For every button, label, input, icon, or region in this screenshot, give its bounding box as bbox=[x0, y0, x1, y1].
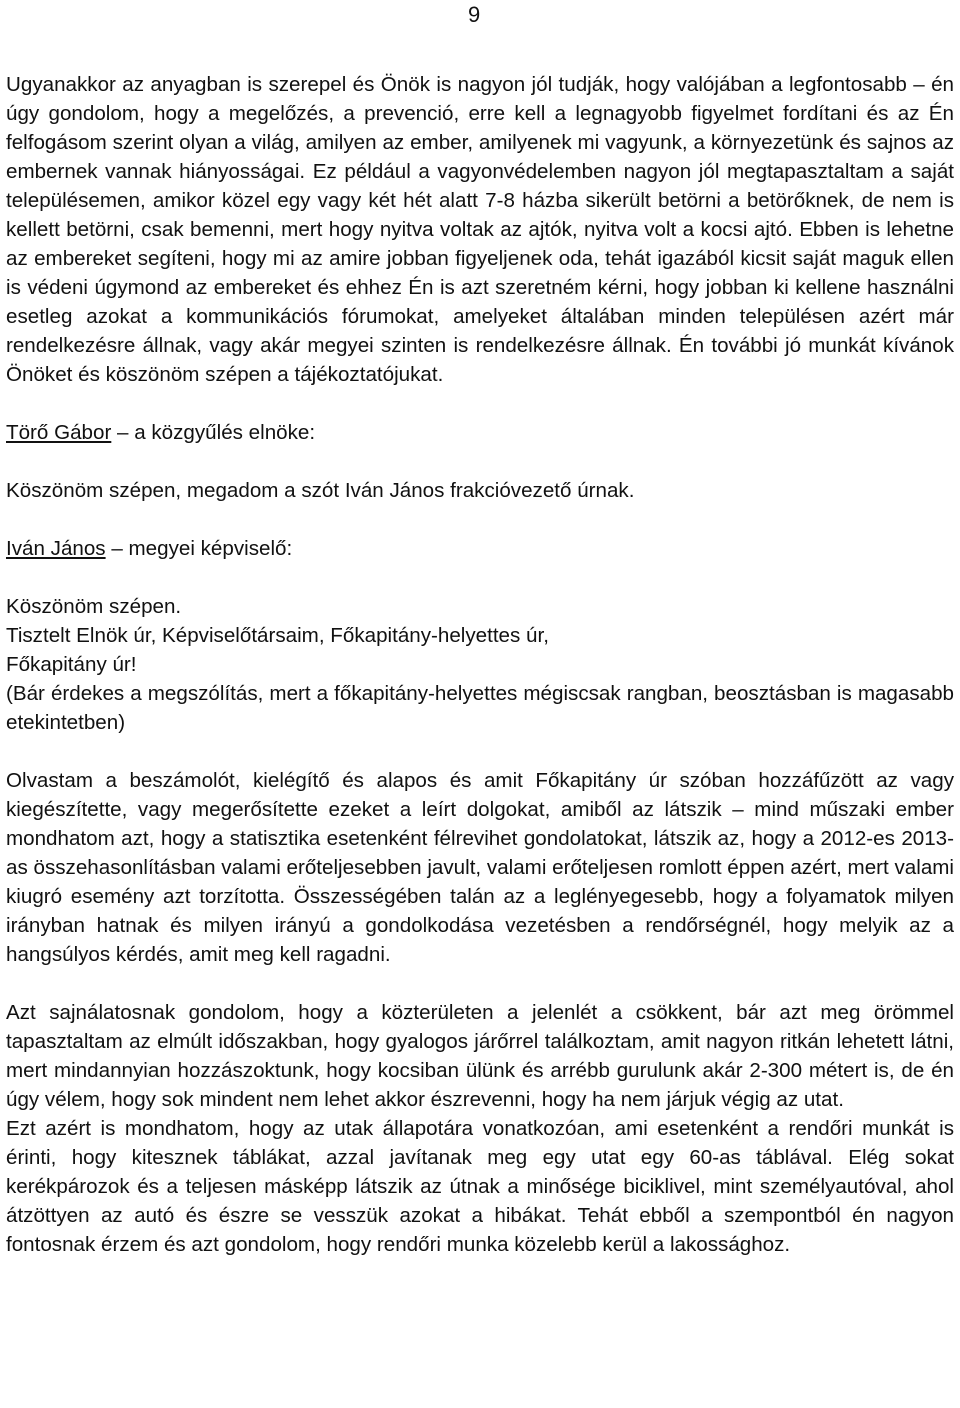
speaker-heading-toro bbox=[6, 418, 954, 447]
greeting-line: Tisztelt Elnök úr, Képviselőtársaim, Főkapitány-helyettes úr, bbox=[6, 624, 549, 647]
page-number: 9 bbox=[468, 2, 481, 27]
paragraph-road-conditions: Ezt azért is mondhatom, hogy az utak állapotára vonatkozóan, ami esetenként a rendőri munkát is érinti, hogy kitesznek táblákat, azzal javítanak meg egy utat egy 60-as táblával. Elég sokat kerékpározok és a teljesen másképp látszik az útnak a minősége biciklivel, mint személyautóval, ahol átzöttyen az autó és észre se vesszük azokat a hibákat. Tehát ebből a szempontból én nagyon fontosnak érzem és azt gondolom, hogy rendőri munka közelebb kerül a lakossághoz. bbox=[6, 1117, 954, 1256]
paragraph-chair-statement: Köszönöm szépen, megadom a szót Iván János frakcióvezető úrnak. bbox=[6, 479, 635, 502]
speaker-heading-ivan bbox=[6, 534, 954, 563]
speaker-name: Iván János bbox=[6, 537, 106, 560]
speaker-greeting-block bbox=[6, 592, 954, 737]
paragraph-public-presence: Azt sajnálatosnak gondolom, hogy a közterületen a jelenlét a csökkent, bár azt meg örömmel tapasztaltam az elmúlt időszakban, hogy gyalogos járőrrel találkoztam, amit nagyon ritkán lehetett látni, mert mindannyian hozzászoktunk, hogy kocsiban ülünk és arrébb gurulunk akár 2-300 métert is, de én úgy vélem, hogy sok mindent nem lehet akkor észrevenni, hogy ha nem járjuk végig az utat. bbox=[6, 1001, 954, 1111]
speaker-role: – megyei képviselő: bbox=[105, 537, 293, 560]
greeting-remark: (Bár érdekes a megszólítás, mert a főkapitány-helyettes mégiscsak rangban, beosztásban is magasabb etekintetben) bbox=[6, 682, 954, 734]
greeting-line: Köszönöm szépen. bbox=[6, 595, 182, 618]
document-body bbox=[6, 70, 954, 1259]
greeting-line: Főkapitány úr! bbox=[6, 653, 137, 676]
paragraph-prevention: Ugyanakkor az anyagban is szerepel és Önök is nagyon jól tudják, hogy valójában a legfontosabb – én úgy gondolom, hogy a megelőzés, a prevenció, erre kell a legnagyobb figyelmet fordítani és az Én felfogásom szerint olyan a világ, amilyen az ember, amilyenek mi vagyunk, a környezetünk és sajnos az embernek vannak hiányosságai. Ez például a vagyonvédelemben nagyon jól megtapasztaltam a saját településemen, amikor közel egy vagy két hét alatt 7-8 házba sikerült betörni a betörőknek, de nem is kellett betörni, csak bemenni, mert hogy nyitva voltak az ajtók, nyitva volt a kocsi ajtó. Ebben is lehetne az embereket segíteni, hogy mi az amire jobban figyeljenek oda, tehát igazából kicsit saját maguk ellen is védeni úgymond az embereket és ehhez Én is azt szeretném kérni, hogy jobban ki kellene használni esetleg azokat a kommunikációs fórumokat, amelyeket általában minden településen azért már rendelkezésre állnak, vagy akár megyei szinten is rendelkezésre állnak. Én további jó munkát kívánok Önöket és köszönöm szépen a tájékoztatójukat. bbox=[6, 73, 954, 386]
speaker-role: – a közgyűlés elnöke: bbox=[111, 421, 316, 444]
paragraph-report-review: Olvastam a beszámolót, kielégítő és alapos és amit Főkapitány úr szóban hozzáfűzött az vagy kiegészítette, vagy megerősítette ezeket a leírt dolgokat, amiből az látszik – mind műszaki ember mondhatom azt, hogy a statisztika esetenként félrevihet gondolatokat, látszik az, hogy a 2012-es 2013-as összehasonlításban valami erőteljesebben javult, valami erőteljesen romlott éppen azért, mert valami kiugró esemény azt torzította. Összességében talán az a leglényegesebb, hogy a folyamatok milyen irányban hatnak és milyen irányú a gondolkodása vezetésben a rendőrségnél, hogy melyik az a hangsúlyos kérdés, amit meg kell ragadni. bbox=[6, 769, 954, 966]
speaker-name: Törő Gábor bbox=[6, 421, 112, 444]
